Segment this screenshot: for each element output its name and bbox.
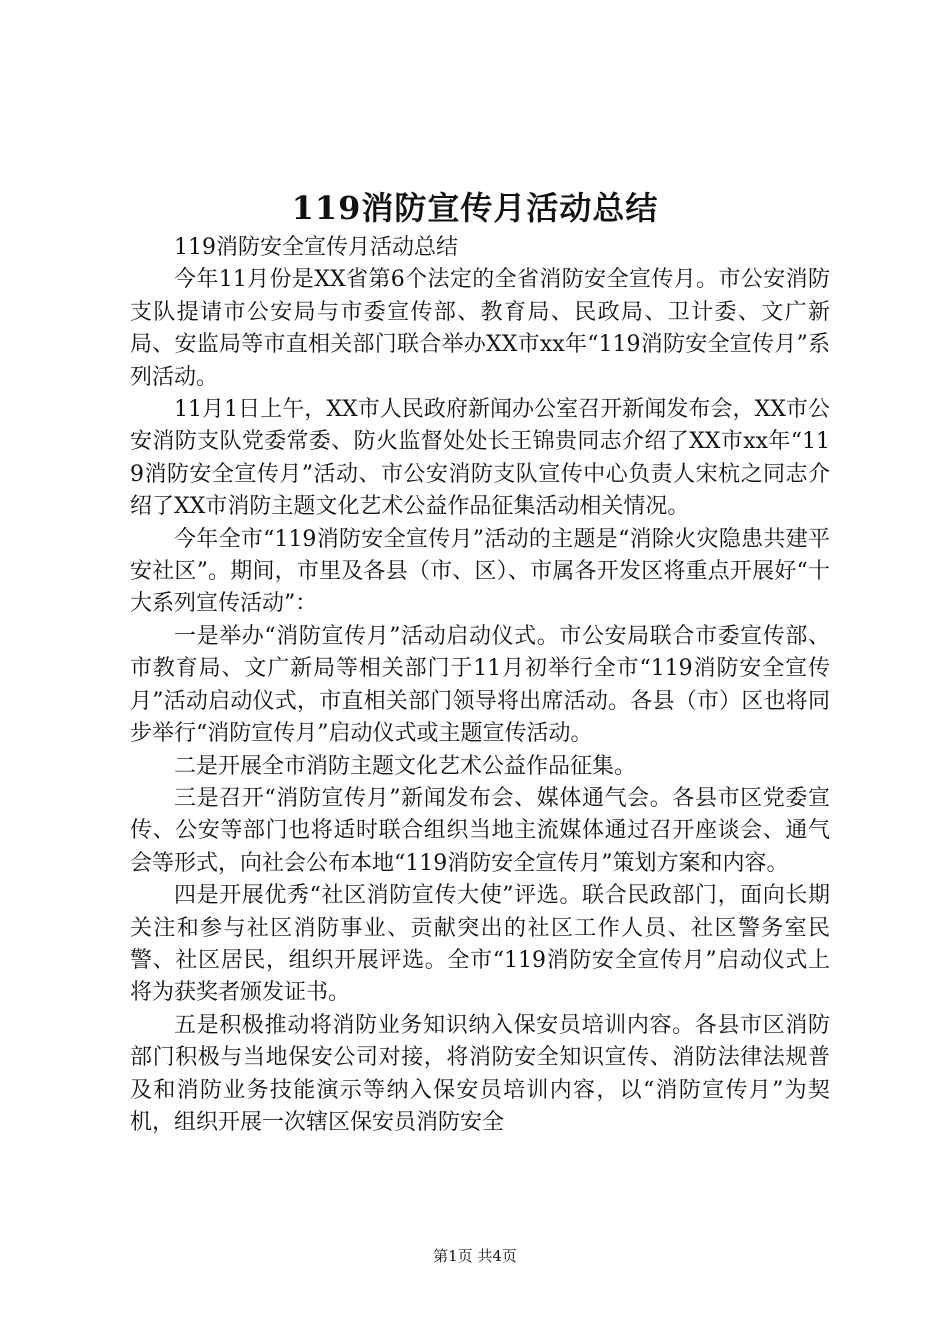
paragraph-subtitle: 119消防安全宣传月活动总结: [174, 235, 458, 260]
paragraph: 今年11月份是XX省第6个法定的全省消防安全宣传月。市公安消防支队提请市公安局与市委宣传部、教育局、民政局、卫计委、文广新局、安监局等市直相关部门联合举办XX市xx年“119消防安全宣传月”系列活动。: [130, 267, 830, 390]
paragraph: 今年全市“119消防安全宣传月”活动的主题是“消除火灾隐患共建平安社区”。期间，市里及各县（市、区）、市属各开发区将重点开展好“十大系列宣传活动”：: [130, 526, 830, 617]
paragraph: 五是积极推动将消防业务知识纳入保安员培训内容。各县市区消防部门积极与当地保安公司对接，将消防安全知识宣传、消防法律法规普及和消防业务技能演示等纳入保安员培训内容，以“消防宣传月”为契机，组织开展一次辖区保安员消防安全: [130, 1012, 830, 1135]
paragraph: 11月1日上午，XX市人民政府新闻办公室召开新闻发布会，XX市公安消防支队党委常委、防火监督处处长王锦贵同志介绍了XX市xx年“119消防安全宣传月”活动、市公安消防支队宣传中心负责人宋杭之同志介绍了XX市消防主题文化艺术公益作品征集活动相关情况。: [130, 397, 830, 520]
paragraph: 四是开展优秀“社区消防宣传大使”评选。联合民政部门，面向长期关注和参与社区消防事业、贡献突出的社区工作人员、社区警务室民警、社区居民，组织开展评选。全市“119消防安全宣传月”启动仪式上将为获奖者颁发证书。: [130, 883, 830, 1006]
paragraph: 一是举办“消防宣传月”活动启动仪式。市公安局联合市委宣传部、市教育局、文广新局等相关部门于11月初举行全市“119消防安全宣传月”活动启动仪式，市直相关部门领导将出席活动。各县（市）区也将同步举行“消防宣传月”启动仪式或主题宣传活动。: [130, 623, 830, 747]
page-number-footer: 第1页 共4页: [433, 1247, 517, 1265]
paragraph: 三是召开“消防宣传月”新闻发布会、媒体通气会。各县市区党委宣传、公安等部门也将适时联合组织当地主流媒体通过召开座谈会、通气会等形式，向社会公布本地“119消防安全宣传月”策划方案和内容。: [130, 785, 830, 876]
document-title: 119消防宣传月活动总结: [291, 189, 659, 227]
paragraph: 二是开展全市消防主题文化艺术公益作品征集。: [174, 753, 637, 779]
document-body: [130, 232, 830, 1139]
